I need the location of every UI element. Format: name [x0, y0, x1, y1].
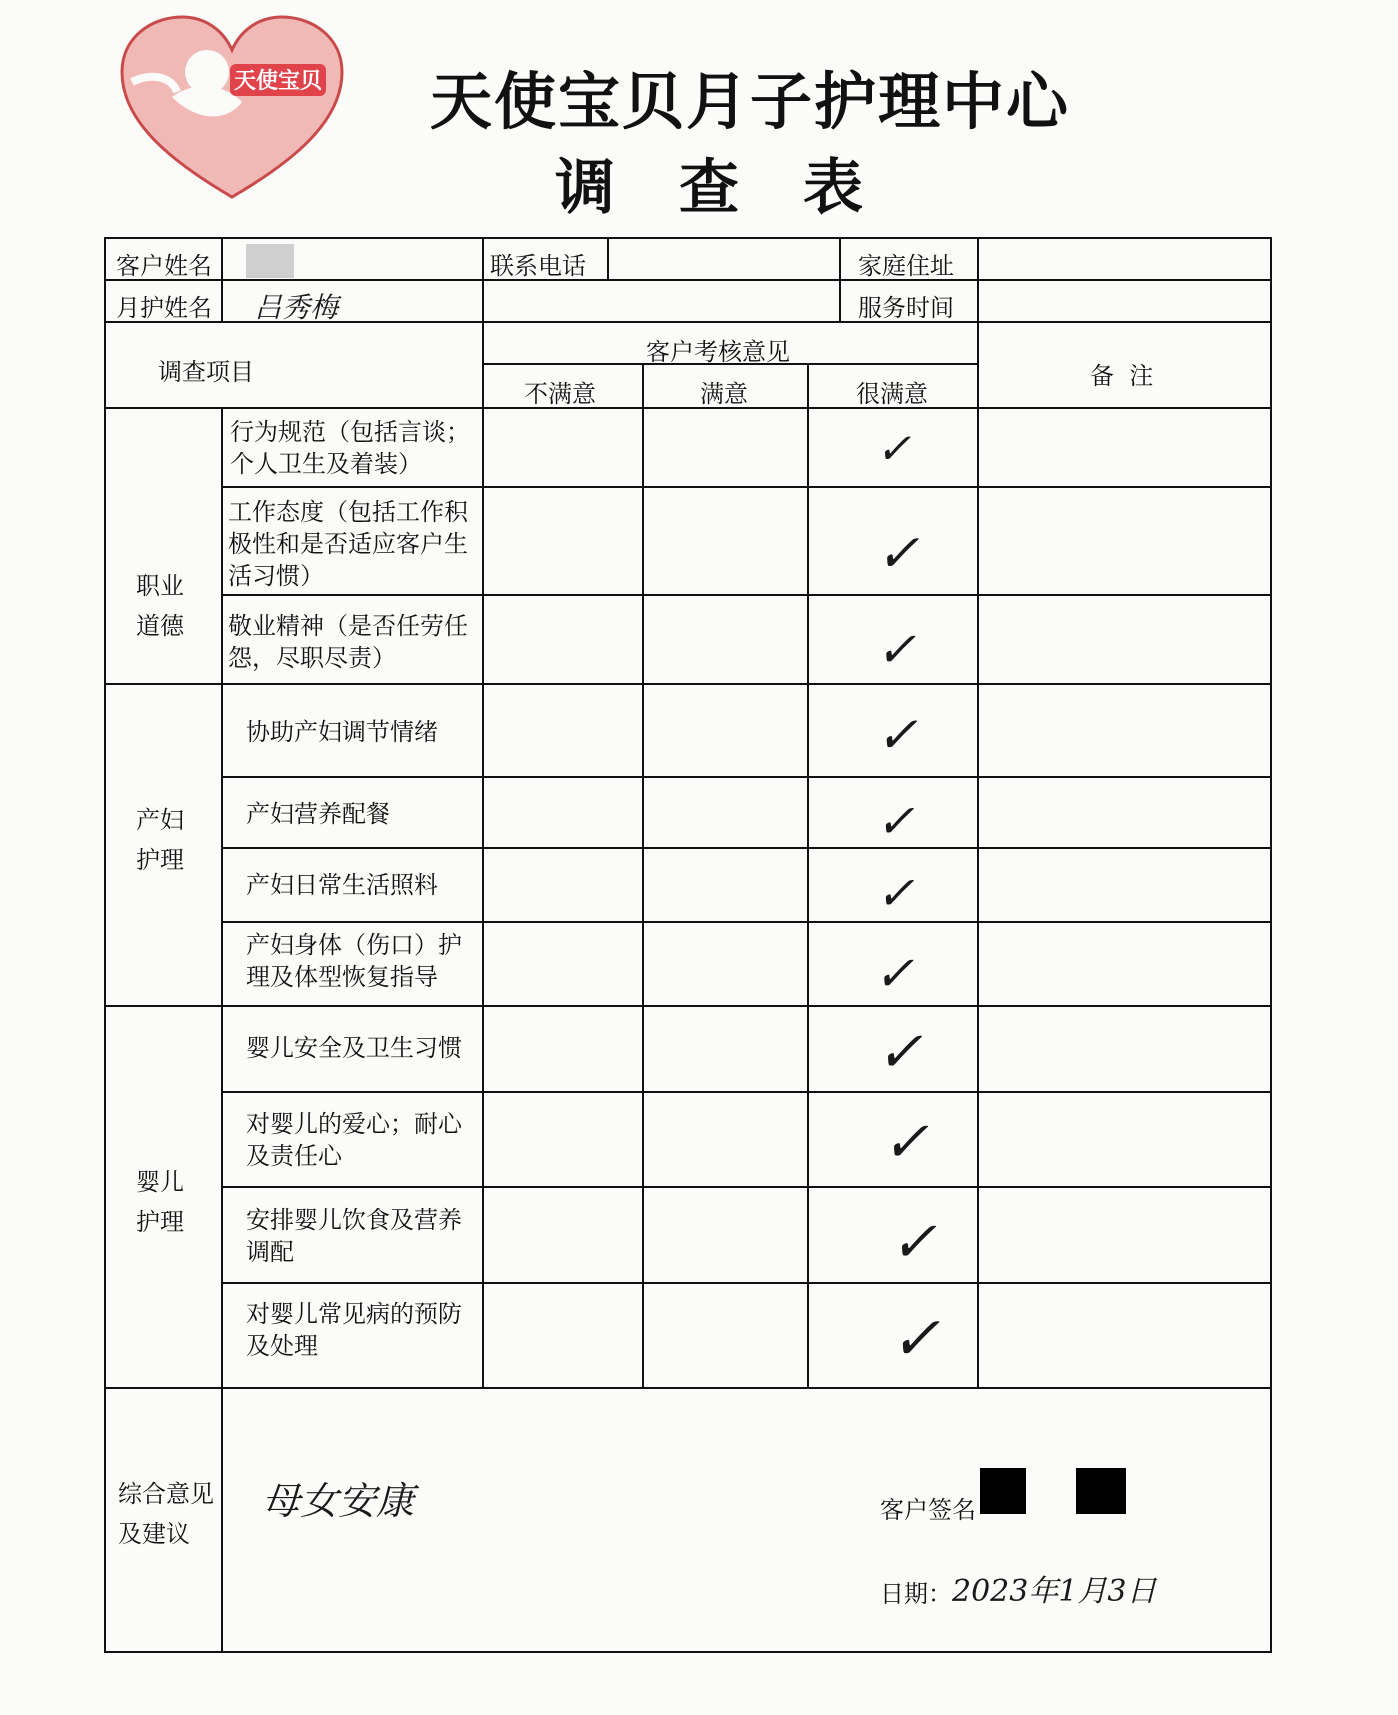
survey-item: 敬业精神（是否任劳任怨，尽职尽责） — [228, 612, 468, 672]
survey-item: 产妇营养配餐 — [246, 800, 390, 828]
check-mark: ✓ — [876, 622, 917, 678]
check-mark: ✓ — [876, 866, 915, 920]
service-time-label: 服务时间 — [858, 294, 954, 322]
nurse-name-label: 月护姓名 — [116, 294, 212, 322]
page-title: 天使宝贝月子护理中心 — [430, 65, 1071, 138]
summary-label: 综合意见 及建议 — [118, 1480, 214, 1548]
survey-item: 安排婴儿饮食及营养调配 — [246, 1206, 462, 1266]
survey-item: 产妇身体（伤口）护理及体型恢复指导 — [246, 931, 462, 991]
satisfied-header: 满意 — [700, 380, 748, 408]
survey-item: 婴儿安全及卫生习惯 — [246, 1034, 462, 1062]
section-name-mother-care: 产妇 护理 — [136, 806, 184, 874]
survey-item: 对婴儿的爱心；耐心及责任心 — [246, 1110, 462, 1170]
survey-item: 产妇日常生活照料 — [246, 871, 438, 899]
check-mark: ✓ — [876, 424, 912, 473]
unsatisfied-header: 不满意 — [524, 380, 596, 408]
section-name-ethics: 职业 道德 — [136, 572, 184, 640]
check-mark: ✓ — [882, 1110, 929, 1175]
signature-label: 客户签名 — [880, 1496, 976, 1524]
survey-item: 协助产妇调节情绪 — [246, 718, 438, 746]
check-mark: ✓ — [876, 1020, 923, 1085]
address-label: 家庭住址 — [858, 252, 954, 280]
check-mark: ✓ — [874, 946, 915, 1002]
very-satisfied-header: 很满意 — [856, 380, 928, 408]
check-mark: ✓ — [876, 794, 915, 848]
date-value: 2023年1月3日 — [952, 1574, 1157, 1609]
section-name-baby-care: 婴儿 护理 — [136, 1168, 184, 1236]
survey-item: 对婴儿常见病的预防及处理 — [246, 1300, 462, 1360]
signature-redaction — [980, 1468, 1026, 1514]
signature-redaction — [1076, 1468, 1126, 1514]
nurse-name-value: 吕秀梅 — [254, 291, 339, 324]
customer-name-redaction — [246, 244, 294, 278]
survey-item: 工作态度（包括工作积极性和是否适应客户生活习惯） — [228, 498, 468, 590]
page-subtitle: 调查表 — [555, 153, 927, 223]
date-label: 日期： — [880, 1580, 952, 1608]
survey-item: 行为规范（包括言谈；个人卫生及着装） — [230, 418, 470, 478]
check-mark: ✓ — [890, 1210, 937, 1275]
customer-opinion-header: 客户考核意见 — [646, 338, 790, 366]
check-mark: ✓ — [890, 1304, 941, 1374]
check-mark: ✓ — [876, 706, 918, 764]
logo-text: 天使宝贝 — [233, 69, 323, 94]
check-mark: ✓ — [876, 524, 920, 584]
survey-item-header: 调查项目 — [158, 358, 254, 386]
phone-label: 联系电话 — [490, 252, 586, 280]
summary-value: 母女安康 — [262, 1479, 415, 1523]
customer-name-label: 客户姓名 — [116, 252, 212, 280]
remark-header: 备 注 — [1090, 362, 1154, 390]
